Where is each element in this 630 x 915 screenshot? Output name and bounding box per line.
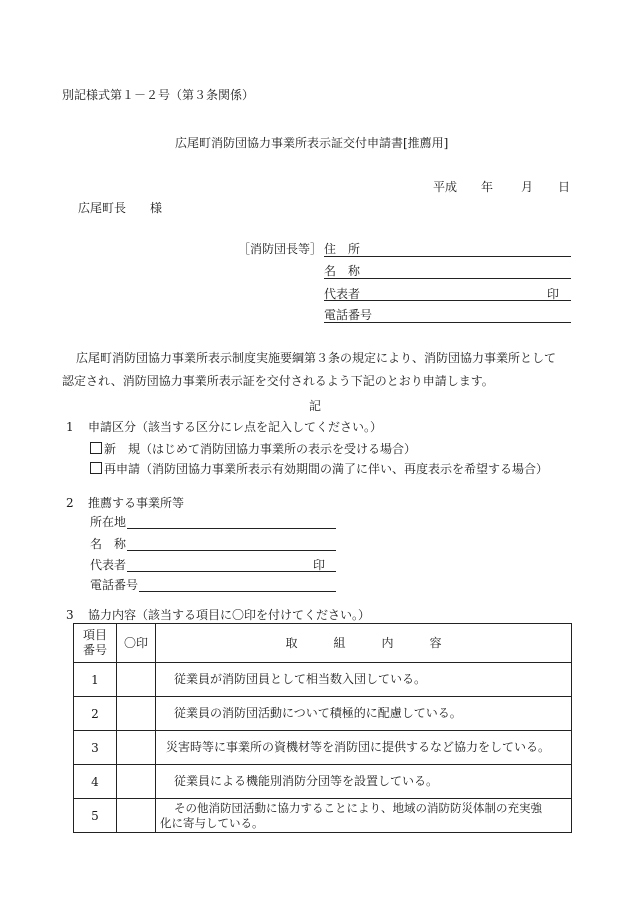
applicant-address-label: 住 所	[324, 242, 361, 256]
date-month: 月	[521, 180, 534, 194]
table-header-row	[74, 624, 572, 663]
table-row	[74, 799, 572, 833]
date-day: 日	[558, 180, 571, 194]
applicant-name-line[interactable]	[324, 278, 571, 279]
option-new	[90, 441, 416, 457]
form-number: 別記様式第１－２号（第３条関係）	[62, 88, 255, 102]
table-row	[74, 697, 572, 731]
col-content-char: 組	[333, 635, 346, 650]
office-phone-label: 電話番号	[90, 578, 139, 592]
office-rep-label: 代表者	[90, 558, 127, 572]
row-number: 1	[74, 663, 117, 697]
addressee-name: 広尾町長	[78, 201, 127, 215]
row-mark-cell[interactable]	[117, 663, 156, 697]
col-content-char: 容	[429, 635, 442, 650]
applicant-rep-line[interactable]	[324, 300, 571, 301]
row-content: 従業員が消防団員として相当数入団している。	[156, 663, 572, 697]
body-text-line-1: 広尾町消防団協力事業所表示制度実施要綱第３条の規定により、消防団協力事業所として	[76, 351, 557, 365]
row-mark-cell[interactable]	[117, 697, 156, 731]
option-new-label: 新 規	[104, 442, 141, 456]
checkbox-new[interactable]	[90, 442, 102, 454]
applicant-rep-label: 代表者	[324, 287, 361, 301]
table-row	[74, 765, 572, 799]
option-reapply-desc: （消防団協力事業所表示有効期間の満了に伴い、再度表示を希望する場合）	[140, 462, 549, 476]
section3-heading: 協力内容（該当する項目に〇印を付けてください。）	[88, 608, 371, 622]
document-title: 広尾町消防団協力事業所表示証交付申請書[推薦用]	[175, 136, 449, 150]
row-number: 3	[74, 731, 117, 765]
office-name-line[interactable]	[127, 550, 336, 551]
applicant-phone-line[interactable]	[324, 322, 571, 323]
section1-number: 1	[66, 420, 74, 434]
applicant-role: ［消防団長等］	[238, 242, 323, 256]
section3-number: 3	[66, 608, 74, 622]
applicant-phone-label: 電話番号	[324, 308, 373, 322]
office-rep-line[interactable]	[127, 571, 336, 572]
office-location-line[interactable]	[127, 528, 336, 529]
section2-heading: 推薦する事業所等	[88, 496, 185, 510]
body-text-line-2: 認定され、消防団協力事業所表示証を交付されるよう下記のとおり申請します。	[62, 374, 494, 388]
option-reapply	[90, 461, 548, 477]
col-item-number-line2: 番号	[82, 643, 107, 657]
row-mark-cell[interactable]	[117, 765, 156, 799]
row-content	[156, 799, 572, 833]
date-year: 年	[481, 180, 494, 194]
row-content: 災害時等に事業所の資機材等を消防団に提供するなど協力をしている。	[156, 731, 572, 765]
cooperation-table	[73, 623, 572, 833]
office-seal: 印	[313, 558, 326, 572]
row-number: 5	[74, 799, 117, 833]
col-item-number	[74, 624, 117, 663]
row-content-line2: 化に寄与している。	[160, 815, 264, 830]
row-content: 従業員による機能別消防分団等を設置している。	[156, 765, 572, 799]
row-content-line1: その他消防団活動に協力することにより、地域の消防防災体制の充実強	[174, 800, 542, 815]
office-phone-line[interactable]	[139, 591, 336, 592]
table-row	[74, 731, 572, 765]
addressee-honorific: 様	[150, 201, 163, 215]
section1-heading: 申請区分（該当する区分にレ点を記入してください。）	[88, 420, 383, 434]
option-reapply-label: 再申請	[104, 462, 141, 476]
row-mark-cell[interactable]	[117, 731, 156, 765]
option-new-desc: （はじめて消防団協力事業所の表示を受ける場合）	[140, 442, 417, 456]
col-content-char: 取	[285, 635, 298, 650]
office-name-label: 名 称	[90, 537, 127, 551]
applicant-name-label: 名 称	[324, 264, 361, 278]
row-mark-cell[interactable]	[117, 799, 156, 833]
col-item-number-line1: 項目	[82, 628, 107, 642]
ki-label: 記	[309, 399, 322, 413]
section2-number: 2	[66, 496, 74, 510]
date-era: 平成	[433, 180, 458, 194]
col-content-char: 内	[381, 635, 394, 650]
col-mark: 〇印	[117, 624, 156, 663]
table-row	[74, 663, 572, 697]
col-content	[156, 624, 572, 663]
row-number: 2	[74, 697, 117, 731]
applicant-seal: 印	[547, 287, 560, 301]
row-number: 4	[74, 765, 117, 799]
row-content: 従業員の消防団活動について積極的に配慮している。	[156, 697, 572, 731]
applicant-address-line[interactable]	[324, 256, 571, 257]
office-location-label: 所在地	[90, 515, 127, 529]
checkbox-reapply[interactable]	[90, 462, 102, 474]
